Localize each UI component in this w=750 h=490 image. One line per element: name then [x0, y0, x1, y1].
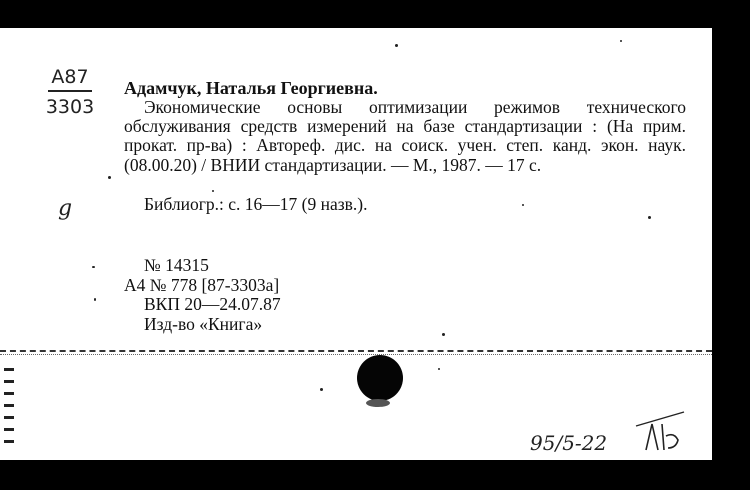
scan-speck [648, 216, 651, 219]
author-heading: Адамчук, Наталья Георгиевна. [124, 78, 378, 98]
scan-speck [94, 298, 96, 301]
scan-speck [438, 368, 440, 370]
shelf-mark-divider [48, 90, 92, 92]
punch-hole [357, 355, 403, 401]
punch-hole-shadow [366, 399, 390, 407]
perforation-line [0, 350, 712, 352]
handwritten-side-mark: g [58, 196, 73, 221]
scan-speck [92, 266, 95, 268]
scan-mark [4, 404, 14, 407]
scan-speck [620, 40, 622, 42]
title-description: Экономические основы оптимизации режимов технического обслуживания средств измерений на базе стандартизации : (На прим. прокат. пр-ва) : Автореф. дис. на соиск. учен. степ. канд. экон. наук. (08.00.20) / ВНИИ стандартизации. — М., 1987. — 17 с. [124, 97, 686, 175]
scan-mark [4, 380, 14, 383]
scan-mark [4, 368, 14, 371]
perforation-line-secondary [0, 354, 712, 355]
card-numbers [124, 256, 281, 334]
scan-mark [4, 392, 14, 395]
shelf-mark [30, 64, 110, 120]
vkp-number: ВКП 20—24.07.87 [144, 294, 281, 314]
scan-mark [4, 428, 14, 431]
scan-speck [320, 388, 323, 391]
scan-right-edge [712, 0, 750, 490]
scan-mark [4, 440, 14, 443]
handwritten-code [528, 406, 688, 456]
handwritten-signature-icon [646, 424, 678, 450]
card-number: № 14315 [144, 255, 209, 275]
scan-speck [108, 176, 111, 179]
scan-mark [4, 416, 14, 419]
scan-speck [395, 44, 398, 47]
handwritten-code-text: 95/5-22 [530, 431, 608, 455]
shelf-mark-top: А87 [51, 66, 89, 88]
scan-left-edge [0, 28, 22, 460]
bibliography-note: Библиогр.: с. 16—17 (9 назв.). [144, 194, 368, 214]
scan-speck [442, 333, 445, 336]
scan-speck [212, 190, 214, 192]
signature-stroke-icon [636, 412, 684, 426]
shelf-mark-bottom: 3303 [45, 96, 95, 118]
scan-speck [522, 204, 524, 206]
catalog-card [0, 28, 712, 460]
format-number: А4 № 778 [87-3303а] [124, 274, 280, 295]
publisher: Изд-во «Книга» [144, 313, 263, 334]
